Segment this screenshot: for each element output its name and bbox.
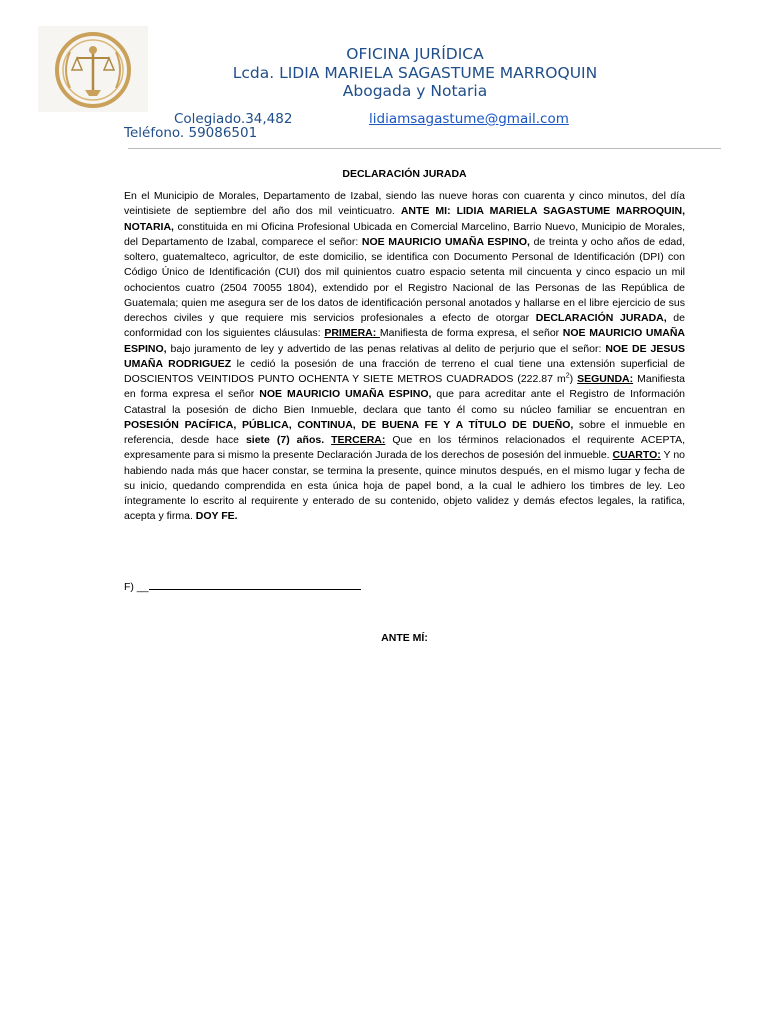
phone-number: Teléfono. 59086501	[124, 125, 258, 141]
signature-underline	[149, 579, 361, 590]
superscript: 2	[565, 372, 570, 380]
body-bold-text: DOY FE.	[195, 510, 238, 523]
body-text: )	[569, 373, 578, 385]
clause-heading: TERCERA:	[331, 434, 386, 446]
office-logo	[38, 26, 148, 112]
body-text: de treinta y ocho años de edad, soltero, guatemalteco, agricultor, de este domicilio, se identifica con Documento Personal de Identificación (DPI) con Código Único de Identificación (CUI) dos mil quinientos cuatro espacio setenta mil cincuenta y cinco espacio un mil ochocientos cuatro (2504 70055 1804), extendido por el Registro Nacional de las Personas de las República de Guatemala; quien me asegura ser de los datos de identificación personal anotados y hallarse en el libre ejercicio de sus derechos civiles y que requiere mis servicios profesionales a efecto de otorgar	[124, 235, 686, 324]
clause-heading: PRIMERA:	[324, 327, 380, 340]
lawyer-name: Lcda. LIDIA MARIELA SAGASTUME MARROQUIN	[232, 63, 598, 82]
body-bold-text: DECLARACIÓN JURADA,	[535, 312, 667, 324]
body-text: de conformidad con los siguientes cláusulas:	[124, 312, 685, 340]
office-name: OFICINA JURÍDICA	[346, 45, 484, 63]
body-bold-text: NOE MAURICIO UMAÑA ESPINO,	[124, 327, 685, 355]
body-text: Manifiesta en forma expresa el señor	[124, 373, 685, 401]
document-title: DECLARACIÓN JURADA	[342, 168, 467, 180]
email-link[interactable]: lidiamsagastume@gmail.com	[369, 111, 569, 127]
header-title-block	[150, 45, 680, 101]
body-text: sobre el inmueble en referencia, desde hace	[124, 418, 685, 446]
body-bold-text: NOE MAURICIO UMAÑA ESPINO,	[361, 235, 530, 248]
body-bold-text: ANTE MI: LIDIA MARIELA SAGASTUME MARROQUIN, NOTARIA,	[124, 205, 685, 233]
lawyer-role: Abogada y Notaria	[342, 82, 488, 100]
ante-mi-label: ANTE MÍ:	[381, 632, 428, 644]
clause-heading: CUARTO:	[612, 449, 661, 462]
signature-prefix: F) __	[124, 581, 149, 593]
body-text: bajo juramento de ley y advertido de las penas relativas al delito de perjurio que el señor:	[166, 342, 606, 355]
body-text: Manifiesta de forma expresa, el señor	[379, 327, 563, 340]
body-bold-text: NOE MAURICIO UMAÑA ESPINO,	[259, 388, 432, 401]
body-text: que para acreditar ante el Registro de Información Catastral la posesión de dicho Bien Inmueble, declara que tanto él como su núcleo familiar se encuentran en	[124, 388, 685, 416]
header-divider	[128, 148, 721, 149]
body-bold-text: siete (7) años.	[245, 434, 325, 446]
colegiado-number: Colegiado.34,482	[174, 111, 293, 127]
signature-line	[124, 579, 361, 593]
body-bold-text: NOE DE JESUS UMAÑA RODRIGUEZ	[124, 342, 685, 370]
body-bold-text: POSESIÓN PACÍFICA, PÚBLICA, CONTINUA, DE BUENA FE Y A TÍTULO DE DUEÑO,	[124, 418, 574, 431]
body-text: Que en los términos relacionados el requirente ACEPTA, expresamente para si mismo la presente Declaración Jurada de los derechos de posesión del inmueble.	[124, 434, 686, 462]
body-text: constituida en mi Oficina Profesional Ubicada en Comercial Marcelino, Barrio Nuevo, Municipio de Morales, del Departamento de Izabal, comparece el señor:	[124, 220, 685, 248]
body-text: le cedió la posesión de una fracción de terreno el cual tiene una extensión superficial de DOSCIENTOS VEINTIDOS PUNTO OCHENTA Y SIETE METROS CUADRADOS (222.87 m	[124, 357, 686, 385]
clause-heading: SEGUNDA:	[577, 373, 634, 385]
scales-of-justice-icon	[50, 30, 136, 110]
document-body	[124, 189, 685, 525]
body-text: Y no habiendo nada más que hacer constar, se termina la presente, quince minutos después, en el mismo lugar y fecha de su inicio, quedando comprendida en esta única hoja de papel bond, a la cual le adhiero los timbres de ley. Leo íntegramente lo escrito al requirente y enterado de su contenido, objeto validez y demás efectos legales, la ratifica, acepta y firma.	[124, 449, 685, 523]
body-text: En el Municipio de Morales, Departamento de Izabal, siendo las nueve horas con cuarenta y cinco minutos, del día veintisiete de septiembre del año dos mil veinticuatro.	[124, 190, 685, 218]
